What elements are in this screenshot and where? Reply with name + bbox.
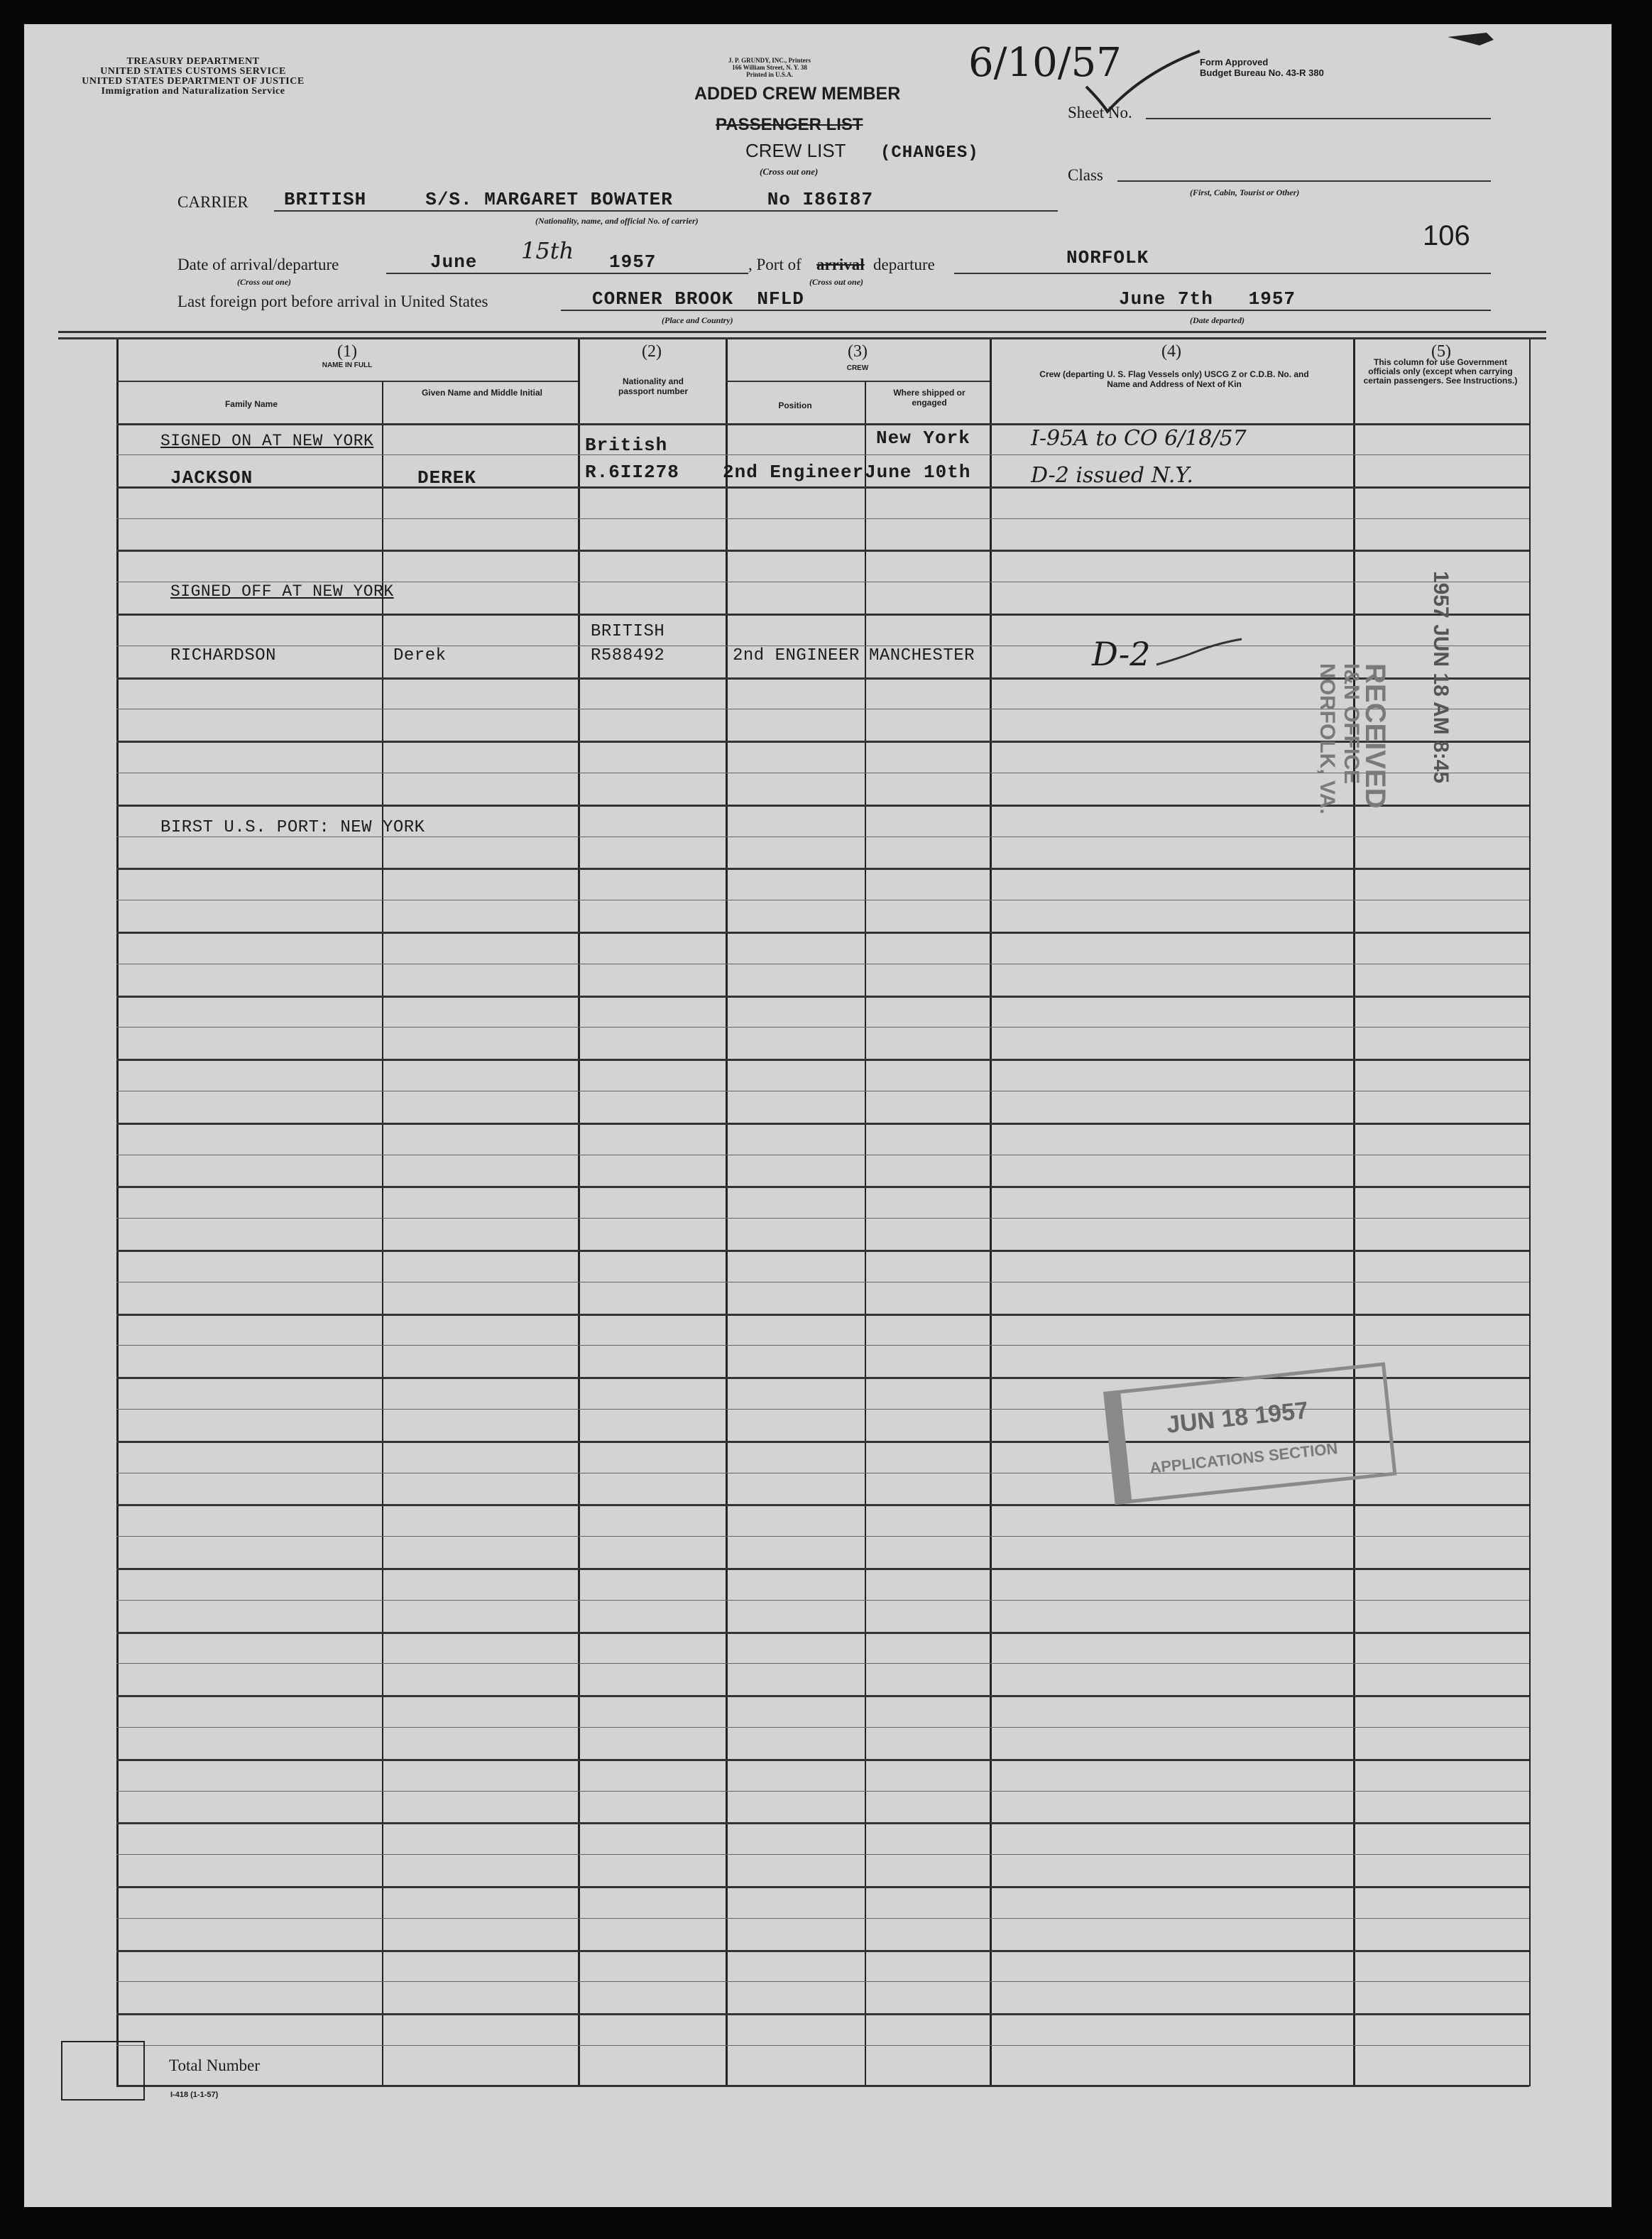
struck-title: PASSENGER LIST	[716, 115, 863, 134]
table-row-rule	[116, 1663, 1529, 1664]
col3-number: (3)	[848, 342, 868, 361]
total-number-box	[61, 2041, 145, 2101]
agency-line: TREASURY DEPARTMENT	[126, 56, 260, 67]
table-row-rule	[116, 1950, 1529, 1952]
table-row-jackson-note: I-95A to CO 6/18/57	[1031, 426, 1247, 451]
col-border	[1529, 339, 1531, 2086]
table-row-rule	[116, 932, 1529, 934]
col1-number: (1)	[337, 342, 357, 361]
table-row-jackson-passport: R.6II278	[585, 462, 679, 483]
typed-title: ADDED CREW MEMBER	[694, 84, 901, 104]
col1a-header: Family Name	[224, 399, 278, 409]
table-row-rule	[116, 868, 1529, 870]
last-port-date: June 7th 1957	[1119, 288, 1296, 310]
arrival-day: 15th	[521, 237, 574, 264]
table-row-rule	[116, 1536, 1529, 1537]
first-port-note: BIRST U.S. PORT: NEW YORK	[160, 818, 425, 837]
handwritten-date: 6/10/57	[968, 40, 1122, 86]
form-code: I-418 (1-1-57)	[170, 2091, 219, 2099]
applications-stamp-unit: APPLICATIONS SECTION	[1149, 1439, 1339, 1477]
carrier-value: BRITISH S/S. MARGARET BOWATER No I86I87	[284, 189, 874, 210]
crew-list-form	[24, 24, 1612, 2207]
port-hint: (Cross out one)	[809, 277, 864, 287]
table-row-jackson-family: JACKSON	[170, 467, 253, 489]
received-stamp-line: NORFOLK, VA.	[1315, 663, 1339, 815]
table-row-rule	[116, 1250, 1529, 1252]
table-row-rule	[116, 1822, 1529, 1824]
col-border	[578, 339, 580, 2086]
table-row-rule	[116, 2045, 1529, 2046]
col4-number: (4)	[1161, 342, 1181, 361]
table-row-rule	[116, 1123, 1529, 1125]
received-stamp-line: I&N OFFICE	[1340, 663, 1363, 784]
table-row-jackson-where: New York	[876, 427, 970, 449]
table-row-rule	[116, 486, 1529, 489]
last-port-underline	[561, 310, 1027, 311]
received-stamp	[1315, 663, 1391, 815]
table-row-jackson-date: June 10th	[865, 462, 971, 483]
table-row-rule	[116, 1854, 1529, 1855]
form-approved	[1200, 57, 1324, 78]
last-port-value: CORNER BROOK NFLD	[592, 288, 804, 310]
agency-line: UNITED STATES DEPARTMENT OF JUSTICE	[82, 76, 305, 87]
agency-block	[37, 57, 349, 97]
arrival-year: 1957	[609, 251, 657, 273]
last-port-date-underline	[1027, 310, 1491, 311]
printer-line: J. P. GRUNDY, INC., Printers	[728, 57, 811, 64]
signed-off-heading: SIGNED OFF AT NEW YORK	[170, 582, 394, 601]
col3a-header: Position	[778, 401, 812, 410]
corner-mark-icon	[1444, 24, 1501, 53]
table-row-jackson-note-2: D-2 issued N.Y.	[1031, 463, 1193, 488]
table-row-rule	[116, 1218, 1529, 1219]
carrier-underline	[274, 210, 1058, 212]
carrier-hint: (Nationality, name, and official No. of carrier)	[535, 216, 699, 226]
received-stamp-line: RECEIVED	[1360, 663, 1391, 809]
col-border	[726, 339, 728, 2086]
col-border	[1353, 339, 1355, 2086]
received-stamp-date: 1957 JUN 18 AM 8:45	[1429, 571, 1453, 784]
port-label-suffix: departure	[873, 256, 935, 273]
table-row-rule	[116, 1695, 1529, 1697]
class-underline	[1117, 180, 1491, 182]
arrival-label: Date of arrival/departure	[177, 256, 339, 273]
col2-header: Nationality and passport number	[618, 376, 688, 396]
table-row-richardson-nationality: BRITISH	[591, 622, 665, 641]
table-row-richardson-note: D-2	[1092, 635, 1151, 673]
col-border	[116, 339, 119, 2086]
table-row-richardson-position: 2nd ENGINEER	[733, 646, 860, 665]
col2-number: (2)	[642, 342, 662, 361]
table-row-rule	[116, 1345, 1529, 1346]
header-subrule	[726, 381, 990, 382]
col-border	[865, 381, 866, 2086]
table-row-rule	[116, 454, 1529, 455]
port-value: NORFOLK	[1066, 247, 1149, 268]
changes-note: (CHANGES)	[880, 143, 979, 163]
table-row-rule	[116, 2013, 1529, 2015]
signed-on-heading: SIGNED ON AT NEW YORK	[160, 432, 374, 450]
flourish-icon	[1153, 636, 1245, 672]
carrier-label: CARRIER	[177, 193, 248, 211]
total-number-label: Total Number	[169, 2056, 261, 2074]
class-label: Class	[1068, 166, 1103, 184]
table-row-rule	[116, 1059, 1529, 1061]
table-row-rule	[116, 1027, 1529, 1028]
printer-line: Printed in U.S.A.	[746, 71, 793, 78]
port-underline	[954, 273, 1491, 274]
table-row-rule	[116, 996, 1529, 998]
printer-line: 166 William Street, N. Y. 38	[732, 64, 807, 71]
col-border	[990, 339, 992, 2086]
table-row-rule	[116, 1981, 1529, 1982]
col-border	[382, 381, 383, 2086]
table-row-rule	[116, 518, 1529, 519]
printer-block	[684, 57, 855, 78]
table-row-richardson-given: Derek	[393, 646, 447, 665]
table-row-jackson-given: DEREK	[417, 467, 477, 489]
place-hint: (Place and Country)	[662, 315, 733, 325]
sheet-underline	[1146, 118, 1491, 119]
agency-line: UNITED STATES CUSTOMS SERVICE	[100, 66, 286, 77]
applications-stamp-date: JUN 18 1957	[1165, 1397, 1310, 1439]
col4-header: Crew (departing U. S. Flag Vessels only) USCG Z or C.D.B. No. and Name and Address of Next of Kin	[1039, 369, 1309, 389]
arrival-underline	[386, 273, 748, 274]
header-subrule	[116, 381, 578, 382]
budget-bureau-line: Budget Bureau No. 43-R 380	[1200, 67, 1324, 78]
table-row-rule	[116, 1759, 1529, 1761]
cross-out-hint: (Cross out one)	[760, 166, 819, 177]
table-top-rule-2	[58, 337, 1546, 339]
col5-header: This column for use Government officials only (except when carrying certain passengers. See Instructions.)	[1363, 357, 1518, 386]
table-top-rule-1	[58, 331, 1546, 333]
sheet-label: Sheet No.	[1068, 104, 1132, 121]
date-departed-hint: (Date departed)	[1190, 315, 1245, 325]
col1b-header: Given Name and Middle Initial	[421, 388, 543, 398]
table-row-rule	[116, 1632, 1529, 1634]
form-approved-line: Form Approved	[1200, 57, 1269, 67]
col3b-header: Where shipped or engaged	[893, 388, 966, 408]
list-title: CREW LIST	[745, 140, 846, 161]
agency-line: Immigration and Naturalization Service	[101, 86, 285, 97]
table-row-richardson-where: MANCHESTER	[869, 646, 975, 665]
last-port-label: Last foreign port before arrival in United States	[177, 293, 488, 310]
table-row-rule	[116, 1886, 1529, 1888]
table-row-rule	[116, 550, 1529, 552]
table-row-rule	[116, 1186, 1529, 1188]
table-row-rule	[116, 1314, 1529, 1316]
header-bottom-rule	[116, 423, 1529, 425]
table-row-jackson-position: 2nd Engineer	[723, 462, 865, 483]
table-row-rule	[116, 1727, 1529, 1728]
table-row-richardson-passport: R588492	[591, 646, 665, 665]
class-hint: (First, Cabin, Tourist or Other)	[1190, 187, 1300, 197]
arrival-month: June	[430, 251, 478, 273]
table-row-rule	[116, 1791, 1529, 1792]
arrival-hint: (Cross out one)	[237, 277, 292, 287]
table-row-richardson-family: RICHARDSON	[170, 646, 277, 665]
table-row-rule	[116, 1504, 1529, 1506]
table-row-jackson-nationality: British	[585, 435, 668, 456]
col1-title: NAME IN FULL	[322, 361, 373, 369]
port-struck: arrival	[816, 256, 865, 273]
page-number: 106	[1423, 220, 1470, 251]
table-row-rule	[116, 614, 1529, 616]
table-bottom-rule	[116, 2085, 1529, 2087]
port-label-prefix: , Port of	[748, 256, 802, 273]
table-row-rule	[116, 1918, 1529, 1919]
table-row-rule	[116, 1600, 1529, 1601]
table-row-rule	[116, 1568, 1529, 1570]
col5-number: (5)	[1431, 342, 1451, 361]
col3-title: CREW	[846, 364, 869, 372]
